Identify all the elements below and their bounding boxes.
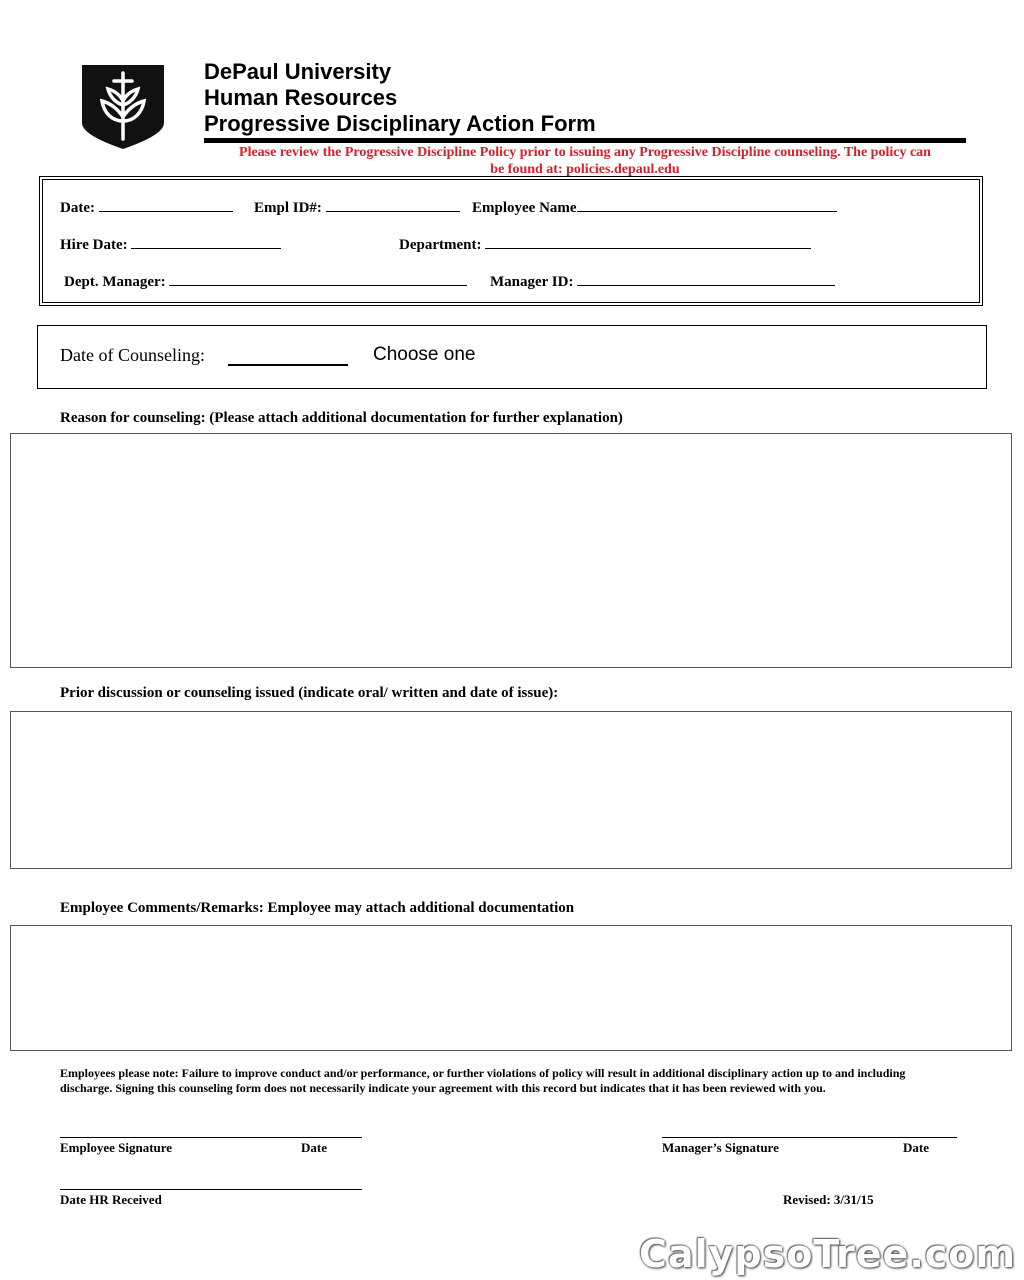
shield-tree-icon	[82, 65, 164, 149]
hire-date-label: Hire Date:	[60, 237, 128, 253]
employee-comments-textbox[interactable]	[10, 925, 1012, 1051]
manager-id-field[interactable]	[490, 271, 835, 291]
manager-date-label: Date	[903, 1140, 929, 1155]
prior-discussion-textbox[interactable]	[10, 711, 1012, 869]
employee-date-label: Date	[301, 1140, 327, 1155]
empl-id-line[interactable]	[326, 197, 460, 212]
hire-date-field[interactable]	[60, 234, 281, 254]
employee-name-field[interactable]	[472, 197, 837, 217]
watermark: CalypsoTree.com	[639, 1232, 1016, 1276]
employee-name-line[interactable]	[577, 197, 837, 212]
department-field[interactable]	[399, 234, 811, 254]
header-rule	[204, 138, 966, 143]
dept-manager-line[interactable]	[169, 271, 467, 286]
employee-signature-label: Employee Signature	[60, 1140, 173, 1155]
date-label: Date:	[60, 200, 95, 216]
policy-notice-line2: be found at: policies.depaul.edu	[490, 162, 680, 177]
reason-label: Reason for counseling: (Please attach additional documentation for further explanation)	[60, 410, 623, 426]
hr-received-label: Date HR Received	[60, 1192, 162, 1207]
manager-signature-label: Manager’s Signature	[662, 1140, 779, 1155]
dept-manager-label: Dept. Manager:	[64, 274, 166, 290]
employee-name-label: Employee Name	[472, 200, 577, 216]
counseling-date-line[interactable]	[228, 364, 348, 366]
employee-note: Employees please note: Failure to improve conduct and/or performance, or further violations of policy will result in additional disciplinary action up to and including discharge. Signing this counseling form does not necessarily indicate your agreement with this record but indicates that it has been reviewed with you.	[60, 1066, 906, 1095]
department-line[interactable]	[485, 234, 811, 249]
counseling-date-label: Date of Counseling:	[60, 345, 205, 365]
manager-signature-line[interactable]	[662, 1137, 957, 1138]
depaul-logo	[82, 65, 164, 149]
policy-notice	[200, 144, 970, 178]
reason-textbox[interactable]	[10, 433, 1012, 668]
date-line[interactable]	[99, 197, 233, 212]
form-title: Progressive Disciplinary Action Form	[204, 111, 596, 136]
revised-date: Revised: 3/31/15	[783, 1192, 874, 1207]
manager-id-line[interactable]	[577, 271, 835, 286]
university-name: DePaul University	[204, 59, 392, 84]
employee-signature-line[interactable]	[60, 1137, 362, 1138]
department-name: Human Resources	[204, 85, 398, 110]
department-label: Department:	[399, 237, 482, 253]
hire-date-line[interactable]	[131, 234, 281, 249]
prior-discussion-label: Prior discussion or counseling issued (indicate oral/ written and date of issue):	[60, 685, 559, 701]
dept-manager-field[interactable]	[64, 271, 467, 291]
empl-id-field[interactable]	[254, 197, 460, 217]
hr-received-line[interactable]	[60, 1189, 362, 1190]
empl-id-label: Empl ID#:	[254, 200, 322, 216]
date-field[interactable]	[60, 197, 233, 217]
employee-comments-label: Employee Comments/Remarks: Employee may attach additional documentation	[60, 900, 575, 916]
policy-notice-line1: Please review the Progressive Discipline Policy prior to issuing any Progressive Discipline counseling. The policy can	[239, 145, 931, 160]
counseling-type-select[interactable]: Choose one	[373, 344, 476, 365]
manager-id-label: Manager ID:	[490, 274, 574, 290]
